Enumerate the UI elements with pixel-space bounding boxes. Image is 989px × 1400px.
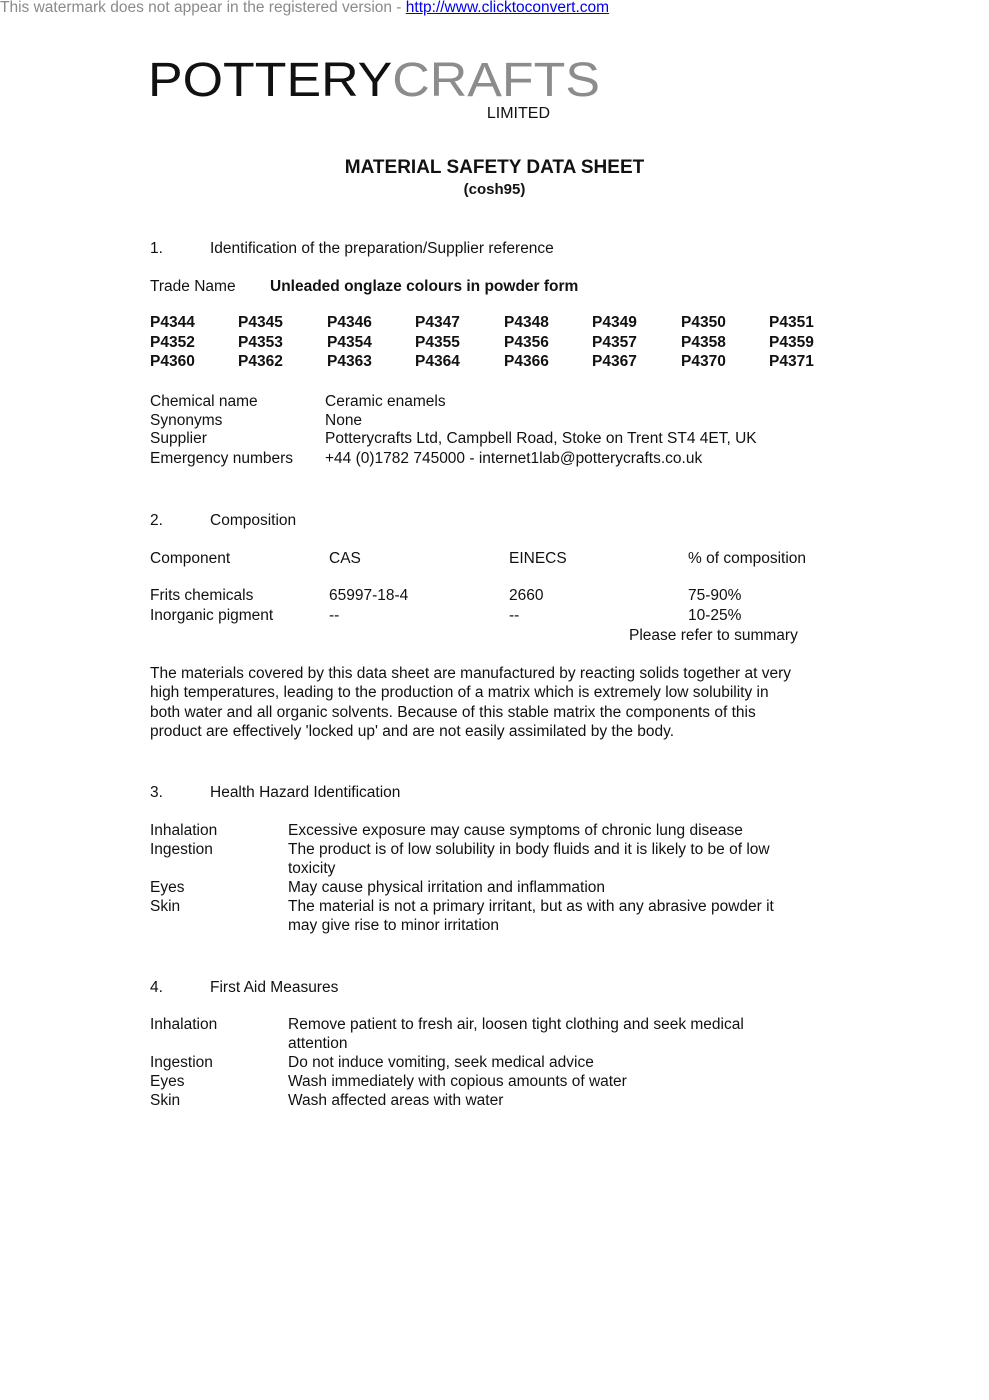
row-label: Skin <box>150 1092 181 1109</box>
section-4-heading: First Aid Measures <box>210 979 339 996</box>
product-code: P4352 <box>150 334 195 351</box>
detail-value: +44 (0)1782 745000 - internet1lab@potterycrafts.co.uk <box>325 450 703 467</box>
composition-cell: 10-25% <box>688 607 742 624</box>
composition-note: Please refer to summary <box>629 627 798 644</box>
product-code: P4350 <box>681 314 726 331</box>
product-code: P4363 <box>327 353 372 370</box>
row-text-line: Wash affected areas with water <box>288 1092 504 1109</box>
composition-cell: -- <box>509 607 520 624</box>
product-code: P4358 <box>681 334 726 351</box>
section-2-number: 2. <box>150 512 163 529</box>
row-text-line: may give rise to minor irritation <box>288 917 500 934</box>
paragraph-line: product are effectively 'locked up' and are not easily assimilated by the body. <box>150 722 675 740</box>
document-subtitle: (cosh95) <box>463 181 526 198</box>
section-3-heading: Health Hazard Identification <box>210 784 401 801</box>
product-code: P4344 <box>150 314 195 331</box>
paragraph-line: The materials covered by this data sheet are manufactured by reacting solids together at very <box>150 665 792 682</box>
product-code: P4351 <box>769 314 814 331</box>
row-text-line: The material is not a primary irritant, but as with any abrasive powder it <box>288 898 774 915</box>
watermark-text: This watermark does not appear in the registered version - <box>0 0 406 16</box>
product-code: P4347 <box>415 314 460 331</box>
logo-limited: LIMITED <box>486 105 550 122</box>
row-label: Ingestion <box>150 841 213 858</box>
composition-header: CAS <box>329 550 361 567</box>
logo-crafts: CRAFTS <box>392 54 585 107</box>
composition-header: EINECS <box>509 550 567 567</box>
row-text-line: May cause physical irritation and inflammation <box>288 879 606 896</box>
product-code: P4354 <box>327 334 372 351</box>
row-label: Inhalation <box>150 1016 218 1033</box>
row-text-line: Wash immediately with copious amounts of water <box>288 1073 627 1090</box>
composition-cell: Frits chemicals <box>150 587 254 604</box>
detail-label: Supplier <box>150 430 207 447</box>
row-text-line: Remove patient to fresh air, loosen tight clothing and seek medical <box>288 1016 744 1033</box>
row-text-line: Excessive exposure may cause symptoms of chronic lung disease <box>288 822 743 839</box>
section-1-number: 1. <box>150 240 163 257</box>
product-code: P4371 <box>769 353 814 370</box>
composition-header: Component <box>150 550 231 567</box>
composition-paragraph <box>150 664 850 741</box>
paragraph-line: both water and all organic solvents. Because of this stable matrix the components of this <box>150 703 756 721</box>
product-code: P4356 <box>504 334 549 351</box>
detail-label: Emergency numbers <box>150 450 294 467</box>
product-code: P4353 <box>238 334 283 351</box>
detail-value: Ceramic enamels <box>325 393 446 410</box>
product-code: P4360 <box>150 353 195 370</box>
product-code: P4357 <box>592 334 637 351</box>
row-text-line: attention <box>288 1035 348 1052</box>
section-4-number: 4. <box>150 979 163 996</box>
product-code: P4348 <box>504 314 549 331</box>
document-title: MATERIAL SAFETY DATA SHEET <box>344 157 645 178</box>
section-3-number: 3. <box>150 784 163 801</box>
composition-cell: 75-90% <box>688 587 742 604</box>
product-code: P4359 <box>769 334 814 351</box>
row-text-line: Do not induce vomiting, seek medical advice <box>288 1054 594 1071</box>
section-1-heading: Identification of the preparation/Supplier reference <box>210 240 554 257</box>
product-code: P4345 <box>238 314 283 331</box>
composition-cell: Inorganic pigment <box>150 607 274 624</box>
row-label: Inhalation <box>150 822 218 839</box>
composition-cell: 65997-18-4 <box>329 587 409 604</box>
product-code: P4346 <box>327 314 372 331</box>
composition-header: % of composition <box>688 550 807 567</box>
detail-label: Synonyms <box>150 412 223 429</box>
product-code: P4349 <box>592 314 637 331</box>
trade-name-label: Trade Name <box>150 278 236 295</box>
row-label: Eyes <box>150 1073 185 1090</box>
paragraph-line: high temperatures, leading to the production of a matrix which is extremely low solubility in <box>150 684 769 702</box>
logo-pottery: POTTERY <box>148 54 374 107</box>
row-label: Skin <box>150 898 181 915</box>
product-code: P4370 <box>681 353 726 370</box>
row-label: Eyes <box>150 879 185 896</box>
detail-value: Potterycrafts Ltd, Campbell Road, Stoke on Trent ST4 4ET, UK <box>325 430 757 447</box>
product-code: P4362 <box>238 353 283 370</box>
watermark-link[interactable]: http://www.clicktoconvert.com <box>405 0 610 16</box>
composition-cell: 2660 <box>509 587 544 604</box>
row-text-line: The product is of low solubility in body fluids and it is likely to be of low <box>288 841 770 858</box>
product-code: P4367 <box>592 353 637 370</box>
svg-text:POTTERYCRAFTS <box>148 54 600 107</box>
row-text-line: toxicity <box>288 860 336 877</box>
detail-value: None <box>325 412 363 429</box>
trade-name-value: Unleaded onglaze colours in powder form <box>270 278 579 295</box>
product-code: P4355 <box>415 334 460 351</box>
section-2-heading: Composition <box>210 512 297 529</box>
product-code: P4364 <box>415 353 460 370</box>
potterycrafts-logo <box>148 54 600 124</box>
row-label: Ingestion <box>150 1054 213 1071</box>
watermark-notice <box>0 0 609 17</box>
product-code: P4366 <box>504 353 549 370</box>
composition-cell: -- <box>329 607 340 624</box>
detail-label: Chemical name <box>150 393 258 410</box>
